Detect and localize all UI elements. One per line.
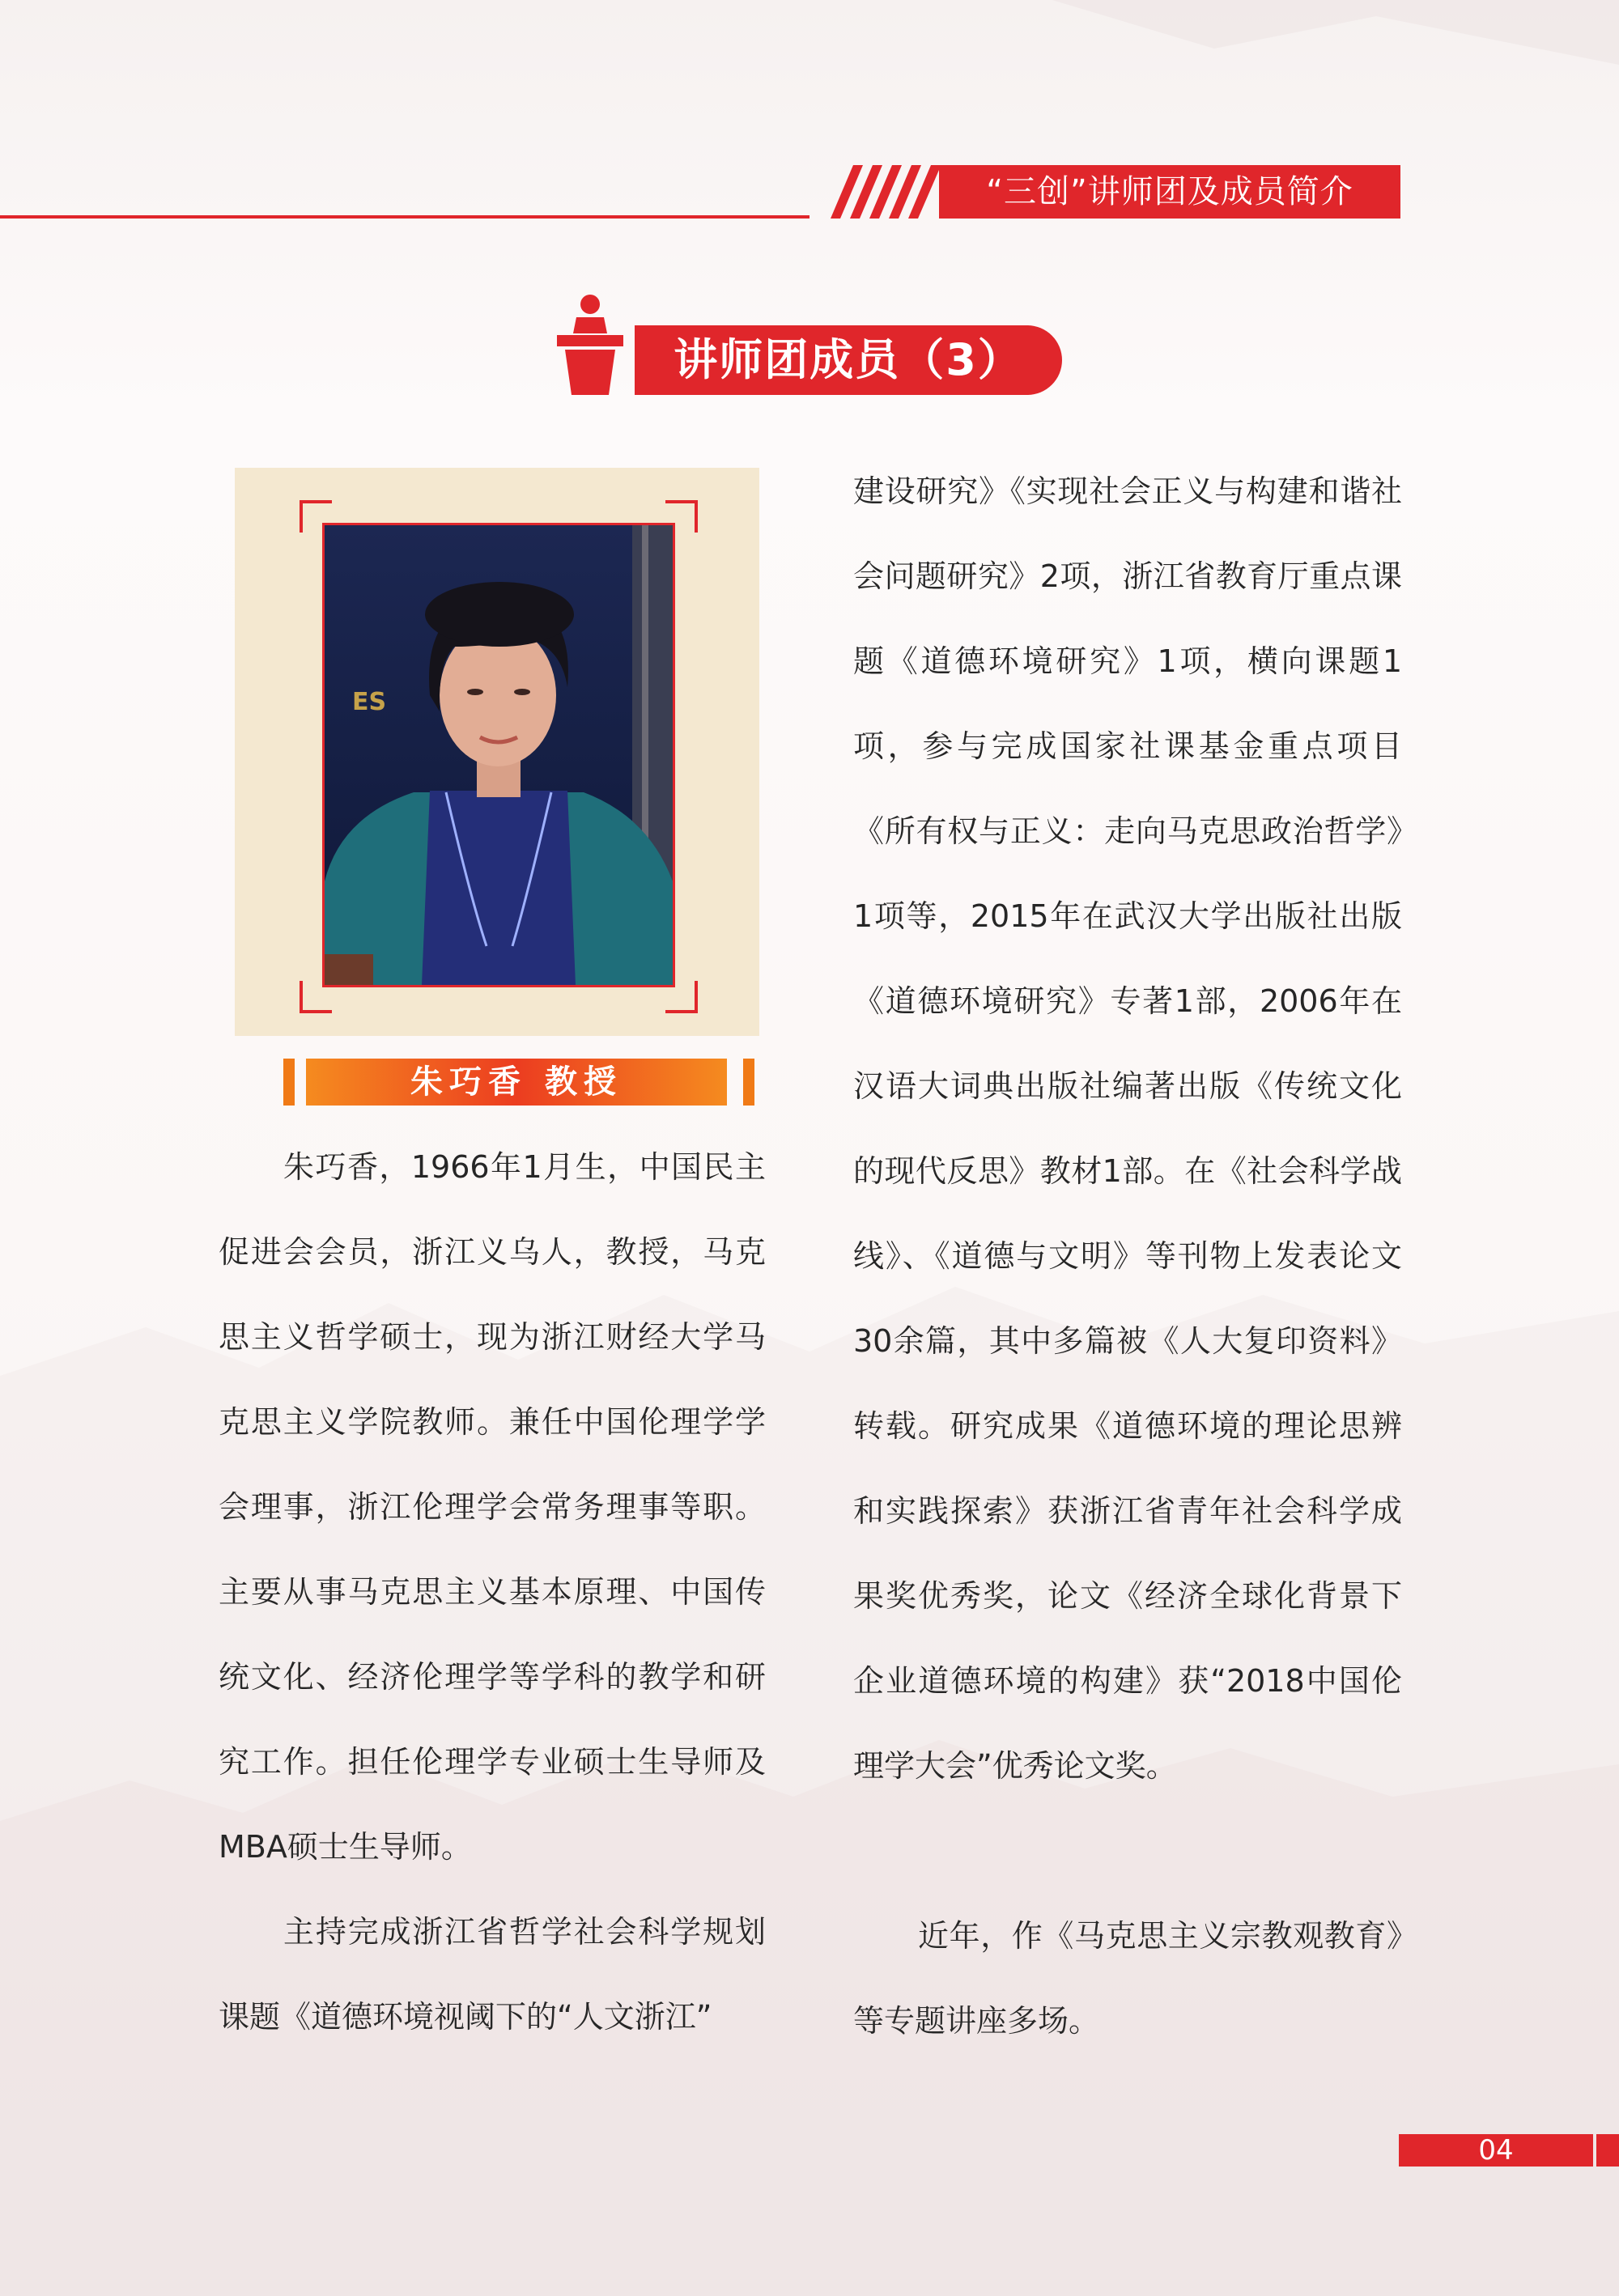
- section-title: 讲师团成员（3）: [674, 334, 1023, 385]
- header-stripes: [818, 165, 939, 219]
- bio-paragraph-1: 朱巧香，1966年1月生，中国民主促进会会员，浙江义乌人，教授，马克思主义哲学硕士，现为浙江财经大学马克思主义学院教师。兼任中国伦理学学会理事，浙江伦理学会常务理事等职。主要从事马克思主义基本原理、中国传统文化、经济伦理学等学科的教学和研究工作。担任伦理学专业硕士生导师及MBA硕士生导师。: [219, 1149, 766, 1865]
- page-number-notch: [1596, 2134, 1619, 2167]
- podium-speaker-icon: [554, 293, 627, 395]
- bio-paragraph-3: 近年，作《马克思主义宗教观教育》等专题讲座多场。: [853, 1918, 1402, 2039]
- portrait-photo: [322, 523, 675, 987]
- bio-paragraph-2: 主持完成浙江省哲学社会科学规划课题《道德环境视阈下的“人文浙江”: [219, 1914, 766, 2035]
- bio-paragraph-2-cont: 建设研究》《实现社会正义与构建和谐社会问题研究》2项，浙江省教育厅重点课题《道德环境研究》1项，横向课题1项，参与完成国家社课基金重点项目《所有权与正义：走向马克思政治哲学》1项等，2015年在武汉大学出版社出版《道德环境研究》专著1部，2006年在汉语大词典出版社编著出版《传统文化的现代反思》教材1部。在《社会科学战线》、《道德与文明》等刊物上发表论文30余篇，其中多篇被《人大复印资料》转载。研究成果《道德环境的理论思辨和实践探索》获浙江省青年社会科学成果奖优秀奖，论文《经济全球化背景下企业道德环境的构建》获“2018中国伦理学大会”优秀论文奖。: [853, 473, 1402, 1784]
- backdrop-text: ES: [352, 688, 387, 716]
- name-plate-tab-right: [743, 1059, 754, 1106]
- header-banner: “三创”讲师团及成员简介: [939, 165, 1400, 219]
- name-plate: 朱巧香 教授: [306, 1059, 727, 1106]
- name-plate-tab-left: [283, 1059, 295, 1106]
- page-number: 04: [1399, 2134, 1593, 2167]
- header-rule: [0, 215, 810, 219]
